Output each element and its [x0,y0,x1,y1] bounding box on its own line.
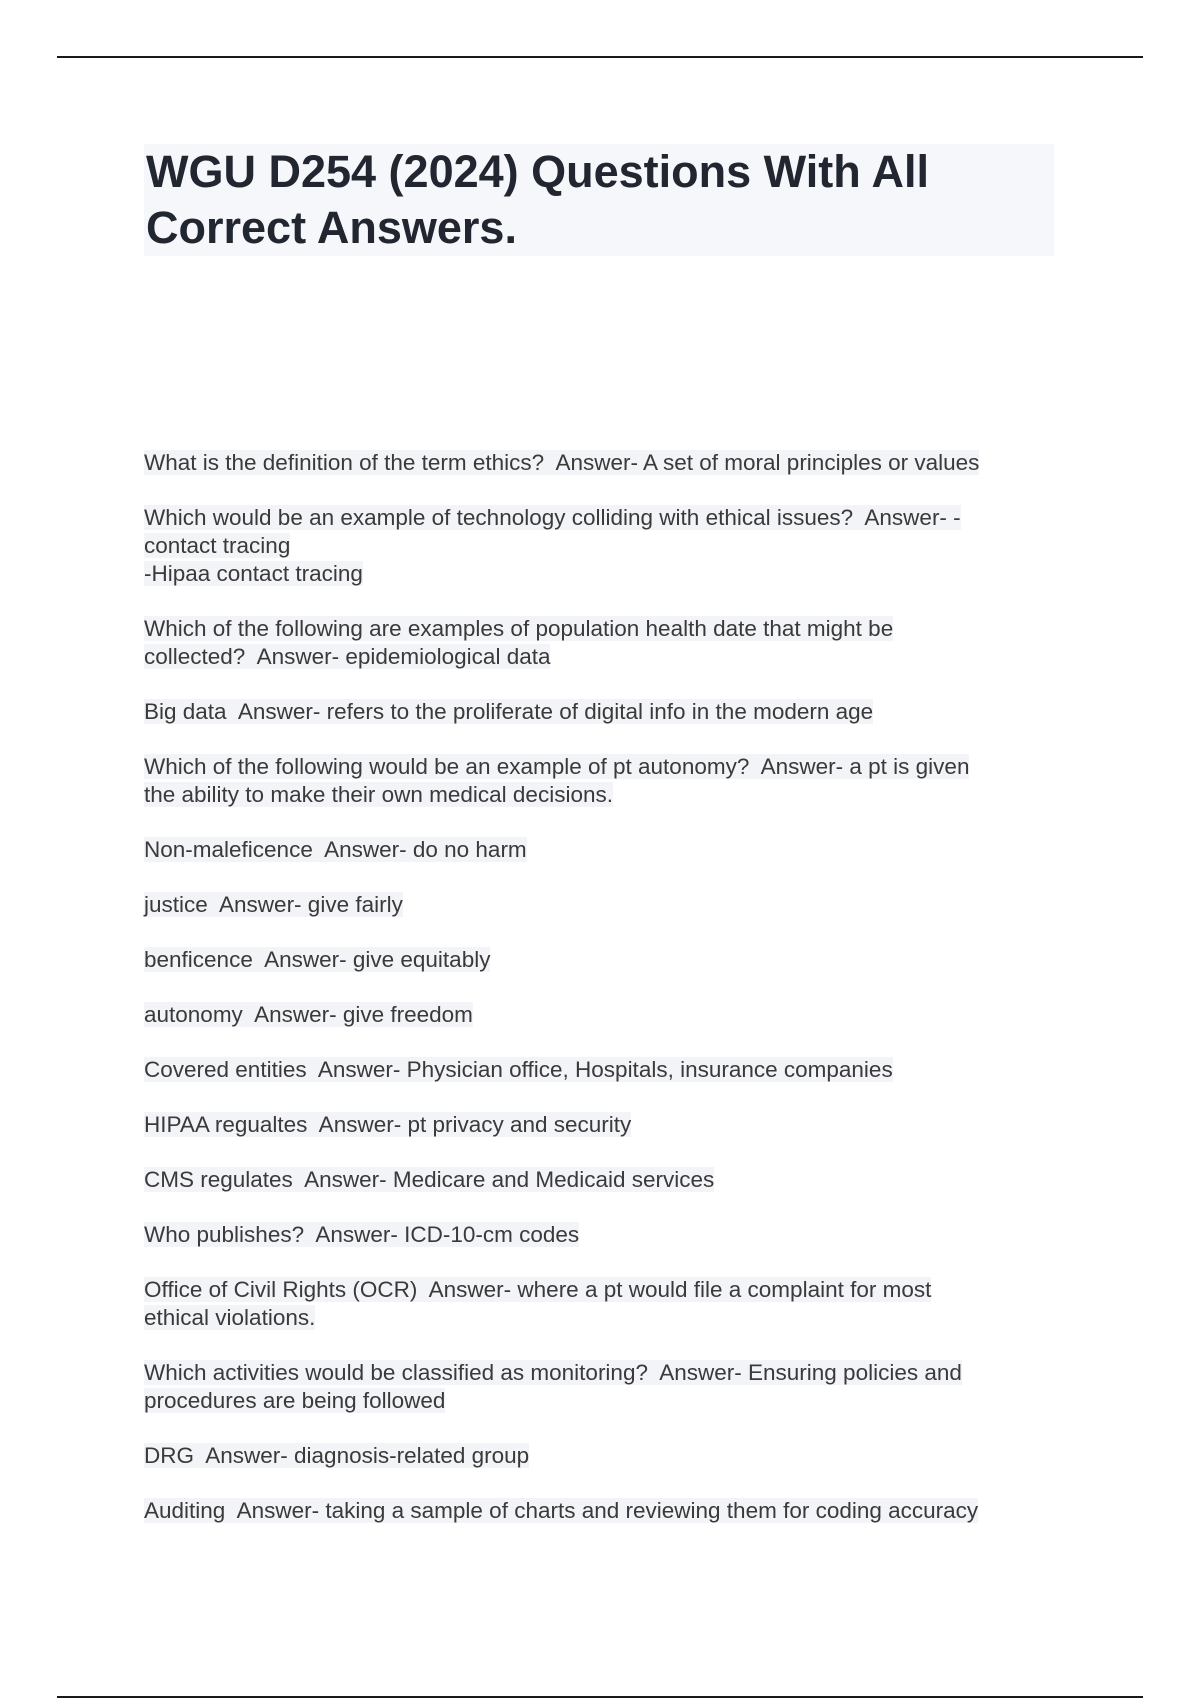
qa-item [144,1056,1064,1084]
qa-line [144,946,1064,974]
qa-line [144,1497,1064,1525]
title-line-2: Correct Answers. [146,202,517,253]
qa-line [144,753,1064,781]
qa-text: Auditing Answer- taking a sample of charts and reviewing them for coding accuracy [144,1498,979,1523]
qa-line [144,643,1064,671]
qa-text: Covered entities Answer- Physician office, Hospitals, insurance companies [144,1057,893,1082]
qa-line [144,1166,1064,1194]
qa-text: Big data Answer- refers to the proliferate of digital info in the modern age [144,699,874,724]
qa-item [144,946,1064,974]
qa-line [144,1359,1064,1387]
qa-text: What is the definition of the term ethics? Answer- A set of moral principles or values [144,450,980,475]
qa-line [144,504,1064,532]
qa-item [144,504,1064,588]
qa-line [144,1304,1064,1332]
qa-text: Who publishes? Answer- ICD-10-cm codes [144,1222,580,1247]
qa-item [144,836,1064,864]
qa-text: Which of the following are examples of population health date that might be [144,616,894,641]
qa-line [144,615,1064,643]
qa-line [144,836,1064,864]
qa-item [144,753,1064,809]
qa-text: contact tracing [144,533,291,558]
qa-line [144,1056,1064,1084]
qa-text: procedures are being followed [144,1388,446,1413]
qa-item [144,1442,1064,1470]
qa-item [144,1497,1064,1525]
qa-text: collected? Answer- epidemiological data [144,644,551,669]
qa-text: Office of Civil Rights (OCR) Answer- where a pt would file a complaint for most [144,1277,932,1302]
qa-text: the ability to make their own medical decisions. [144,782,613,807]
qa-text: Which of the following would be an example of pt autonomy? Answer- a pt is given [144,754,970,779]
qa-item [144,891,1064,919]
qa-item [144,698,1064,726]
qa-line [144,1387,1064,1415]
qa-item [144,1001,1064,1029]
qa-line [144,1111,1064,1139]
qa-line [144,1276,1064,1304]
bottom-rule [57,1696,1143,1698]
qa-text: benficence Answer- give equitably [144,947,491,972]
top-rule [57,56,1143,58]
qa-item [144,615,1064,671]
qa-item [144,1221,1064,1249]
qa-line [144,560,1064,588]
qa-line [144,1221,1064,1249]
qa-line [144,1001,1064,1029]
qa-text: DRG Answer- diagnosis-related group [144,1443,530,1468]
qa-text: Which activities would be classified as monitoring? Answer- Ensuring policies and [144,1360,962,1385]
qa-text: HIPAA regualtes Answer- pt privacy and security [144,1112,632,1137]
qa-list [144,449,1064,1552]
qa-item [144,1359,1064,1415]
qa-line [144,449,1064,477]
qa-text: Which would be an example of technology colliding with ethical issues? Answer- - [144,505,961,530]
qa-line [144,698,1064,726]
qa-line [144,1442,1064,1470]
document-title [144,144,1054,256]
qa-line [144,891,1064,919]
title-line-1: WGU D254 (2024) Questions With All [146,146,930,197]
qa-line [144,781,1064,809]
qa-text: -Hipaa contact tracing [144,561,363,586]
qa-text: CMS regulates Answer- Medicare and Medicaid services [144,1167,715,1192]
qa-text: ethical violations. [144,1305,316,1330]
qa-item [144,1166,1064,1194]
qa-text: Non-maleficence Answer- do no harm [144,837,527,862]
qa-text: autonomy Answer- give freedom [144,1002,473,1027]
qa-item [144,449,1064,477]
qa-text: justice Answer- give fairly [144,892,403,917]
qa-item [144,1111,1064,1139]
qa-item [144,1276,1064,1332]
qa-line [144,532,1064,560]
